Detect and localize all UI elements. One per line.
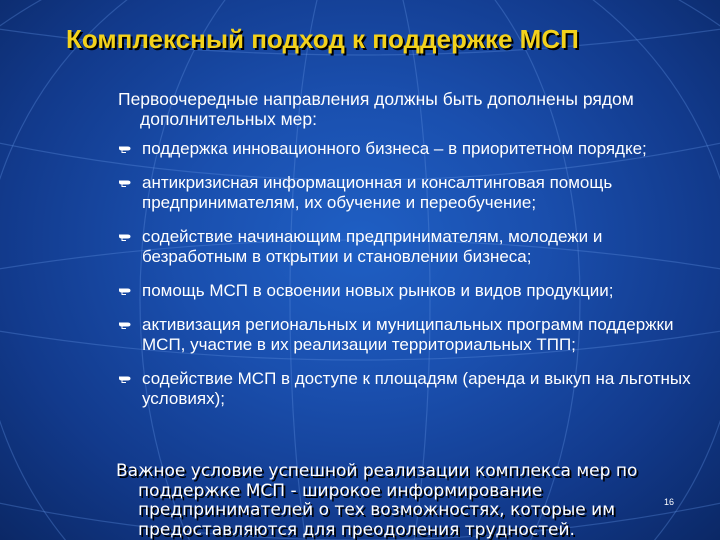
pointing-hand-icon — [118, 286, 132, 295]
page-number: 16 — [664, 497, 675, 507]
pointing-hand-icon — [118, 144, 132, 153]
intro-text: Первоочередные направления должны быть дополнены рядом дополнительных мер: — [118, 89, 634, 129]
pointing-hand-icon — [118, 374, 132, 383]
bullet-item — [118, 227, 693, 267]
bullet-text: активизация региональных и муниципальных программ поддержки МСП, участие в их реализации территориальных ТПП; — [142, 315, 674, 354]
bullet-list — [118, 139, 693, 409]
bullet-text: поддержка инновационного бизнеса – в приоритетном порядке; — [142, 139, 647, 158]
bullet-text: антикризисная информационная и консалтинговая помощь предпринимателям, их обучение и переобучение; — [142, 173, 613, 212]
pointing-hand-icon — [118, 320, 132, 329]
bullet-text: помощь МСП в освоении новых рынков и видов продукции; — [142, 281, 614, 300]
key-condition-note: Важное условие успешной реализации комплекса мер по поддержке МСП - широкое информирование предпринимателей о тех возможностях, которые им предоставляются для преодоления трудностей. — [116, 461, 638, 540]
slide-content — [118, 89, 693, 423]
pointing-hand-icon — [118, 232, 132, 241]
pointing-hand-icon — [118, 178, 132, 187]
bullet-item — [118, 281, 693, 301]
bullet-item — [118, 369, 693, 409]
slide-title: Комплексный подход к поддержке МСП — [66, 24, 579, 54]
bullet-text: содействие начинающим предпринимателям, молодежи и безработным в открытии и становлении бизнеса; — [142, 227, 603, 266]
bullet-item — [118, 315, 693, 355]
bullet-item — [118, 173, 693, 213]
bullet-text: содействие МСП в доступе к площадям (аренда и выкуп на льготных условиях); — [142, 369, 691, 408]
bullet-item — [118, 139, 693, 159]
